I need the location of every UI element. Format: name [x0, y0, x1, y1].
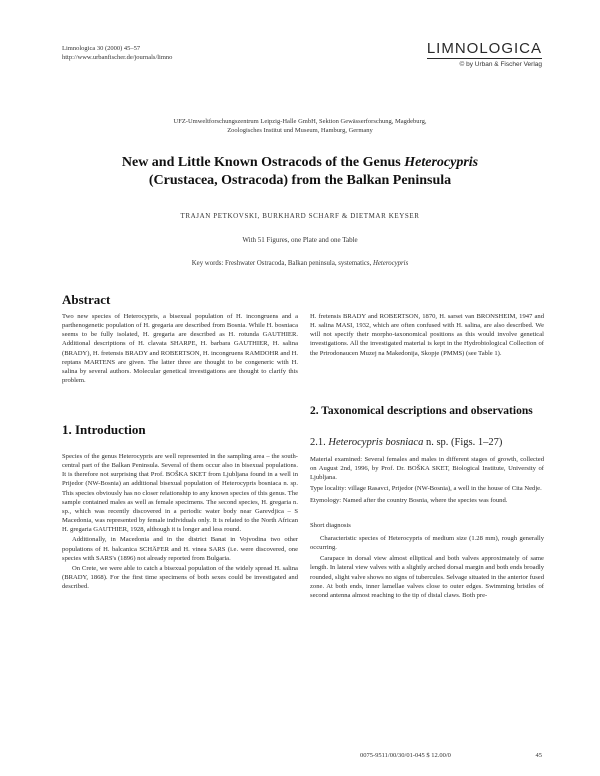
diagnosis-label: Short diagnosis	[310, 521, 351, 529]
title-genus: Heterocypris	[404, 155, 479, 170]
figures-note: With 51 Figures, one Plate and one Table	[242, 236, 358, 244]
journal-logo	[427, 40, 542, 68]
footer-issn: 0075-9511/00/30/01-045 $ 12.00/0	[360, 752, 451, 759]
diagnosis-paragraph-2: Carapace in dorsal view almost elliptical and both valves approximately of same length. In lateral view valves with a slightly arched dorsal margin and both ends broadly rounded, slight valve shows no signs of tubercules. Selvage situated in the anterior fused zone. At both ends, inner lamellae valves close to outer edges. Swimming bristles of second antenna almost reaching to the tip of distal claws. Both pre-	[310, 555, 544, 599]
title-line-2: (Crustacea, Ostracoda) from the Balkan Peninsula	[148, 173, 452, 188]
subheading-number: 2.1.	[310, 437, 326, 448]
abstract-text-right: H. fretensis BRADY and ROBERTSON, 1870, H. sarsei van BRONSHEIM, 1947 and H. salina MASI, 1932, which are often confused with H. salina, are also described. We will not specify their morpho-taxonomical positions as this would involve genetical investigations. All the investigated material is kept in the Hydrobiological Collection of the Prirodonaucen Muzej na Makedonija, Skopje (PMMS) (see Table 1).	[310, 313, 544, 357]
journal-header	[62, 44, 172, 62]
taxonomy-body	[310, 455, 544, 602]
abstract-text-left: Two new species of Heterocypris, a bisexual population of H. incongruens and a parthenogenetic population of H. gregaria are described from Bosnia. While H. bosniaca seems to be fully isolated, H. gregaria are described as H. rotunda GAUTHIER. Additional descriptions of H. clavata SHARPE, H. barbara GAUTHIER, H. salina (BRADY), H. fretensis BRADY and ROBERTSON, H. incongruens RAMDOHR and H. reptans MARTENS are given. The latter three are thought to be congeneric with H. salina by several authors. Molecular genetical investigations are thought to clarify this problem.	[62, 313, 298, 385]
subheading-suffix: n. sp. (Figs. 1–27)	[423, 437, 503, 448]
paper-title	[80, 154, 520, 190]
intro-paragraph-2: Additionally, in Macedonia and in the district Banat in Vojvodina two other populations of H. balcanica SCHÄFER and H. vinea SARS (i.e. were discovered, one species with SARS's (1896) not already reported from Bulgaria.	[62, 536, 298, 562]
introduction-heading: 1. Introduction	[62, 422, 146, 437]
abstract-heading: Abstract	[62, 292, 111, 307]
affiliations	[0, 117, 600, 135]
journal-citation: Limnologica 30 (2000) 45–57	[62, 45, 141, 52]
keywords-genus: Heterocypris	[372, 260, 409, 267]
subheading-species: Heterocypris bosniaca	[328, 437, 424, 448]
type-locality-paragraph: Type locality: village Rasavci, Prijedor (NW-Bosnia), a well in the house of Cita Nedje.	[310, 485, 542, 493]
taxonomy-heading: 2. Taxonomical descriptions and observations	[310, 405, 533, 417]
journal-url: http://www.urbanfischer.de/journals/limno	[62, 54, 173, 61]
logo-title: LIMNOLOGICA	[426, 40, 542, 57]
authors: TRAJAN PETKOVSKI, BURKHARD SCHARF & DIETMAR KEYSER	[180, 212, 420, 220]
title-line-1: New and Little Known Ostracods of the Genus	[121, 155, 405, 170]
page-number: 45	[535, 752, 542, 759]
keywords	[0, 260, 600, 267]
intro-paragraph-3: On Crete, we were able to catch a bisexual population of the widely spread H. salina (BRADY, 1868). For the first time specimens of both sexes could be investigated and described.	[62, 564, 298, 591]
etymology-paragraph: Etymology: Named after the country Bosnia, where the species was found.	[310, 496, 508, 504]
introduction-body	[62, 452, 298, 591]
affiliation-line-1: UFZ-Umweltforschungszentrum Leipzig-Halle GmbH, Sektion Gewässerforschung, Magdeburg,	[173, 118, 427, 125]
intro-paragraph-1: Species of the genus Heterocypris are well represented in the sampling area – the south-central part of the Balkan Peninsula. Several of them occur also in bisexual populations. It is therefore not surprising that Prof. BOŠKA SKET from Ljubljana found in a well in Prijedor (NW-Bosnia) an additional bisexual population of Heterocypris bosniaca n. sp. This species obviously has no closer relationship to any known species of this genus. The sample contained males as well as female specimens. The second species, H. gregaria n. sp., which was recently discovered in a periodic water body near Garevdjica – S Macedonia, was represented by female individuals only. It is related to the North African H. gregaria GAUTHIER, 1928, although it is longer and less round.	[62, 453, 298, 534]
logo-rule	[427, 58, 542, 59]
diagnosis-paragraph-1: Characteristic species of Heterocypris of medium size (1.28 mm), rough generally occurring.	[310, 534, 544, 552]
logo-publisher: © by Urban & Fischer Verlag	[459, 61, 542, 68]
keywords-text: Key words: Freshwater Ostracoda, Balkan peninsula, systematics,	[191, 260, 373, 267]
taxonomy-subheading	[310, 437, 502, 448]
affiliation-line-2: Zoologisches Institut und Museum, Hamburg, Germany	[227, 127, 373, 134]
material-paragraph: Material examined: Several females and males in different stages of growth, collected on August 2nd, 1996, by Prof. Dr. BOŠKA SKET, Biological Institute, University of Ljubljana.	[310, 456, 544, 482]
